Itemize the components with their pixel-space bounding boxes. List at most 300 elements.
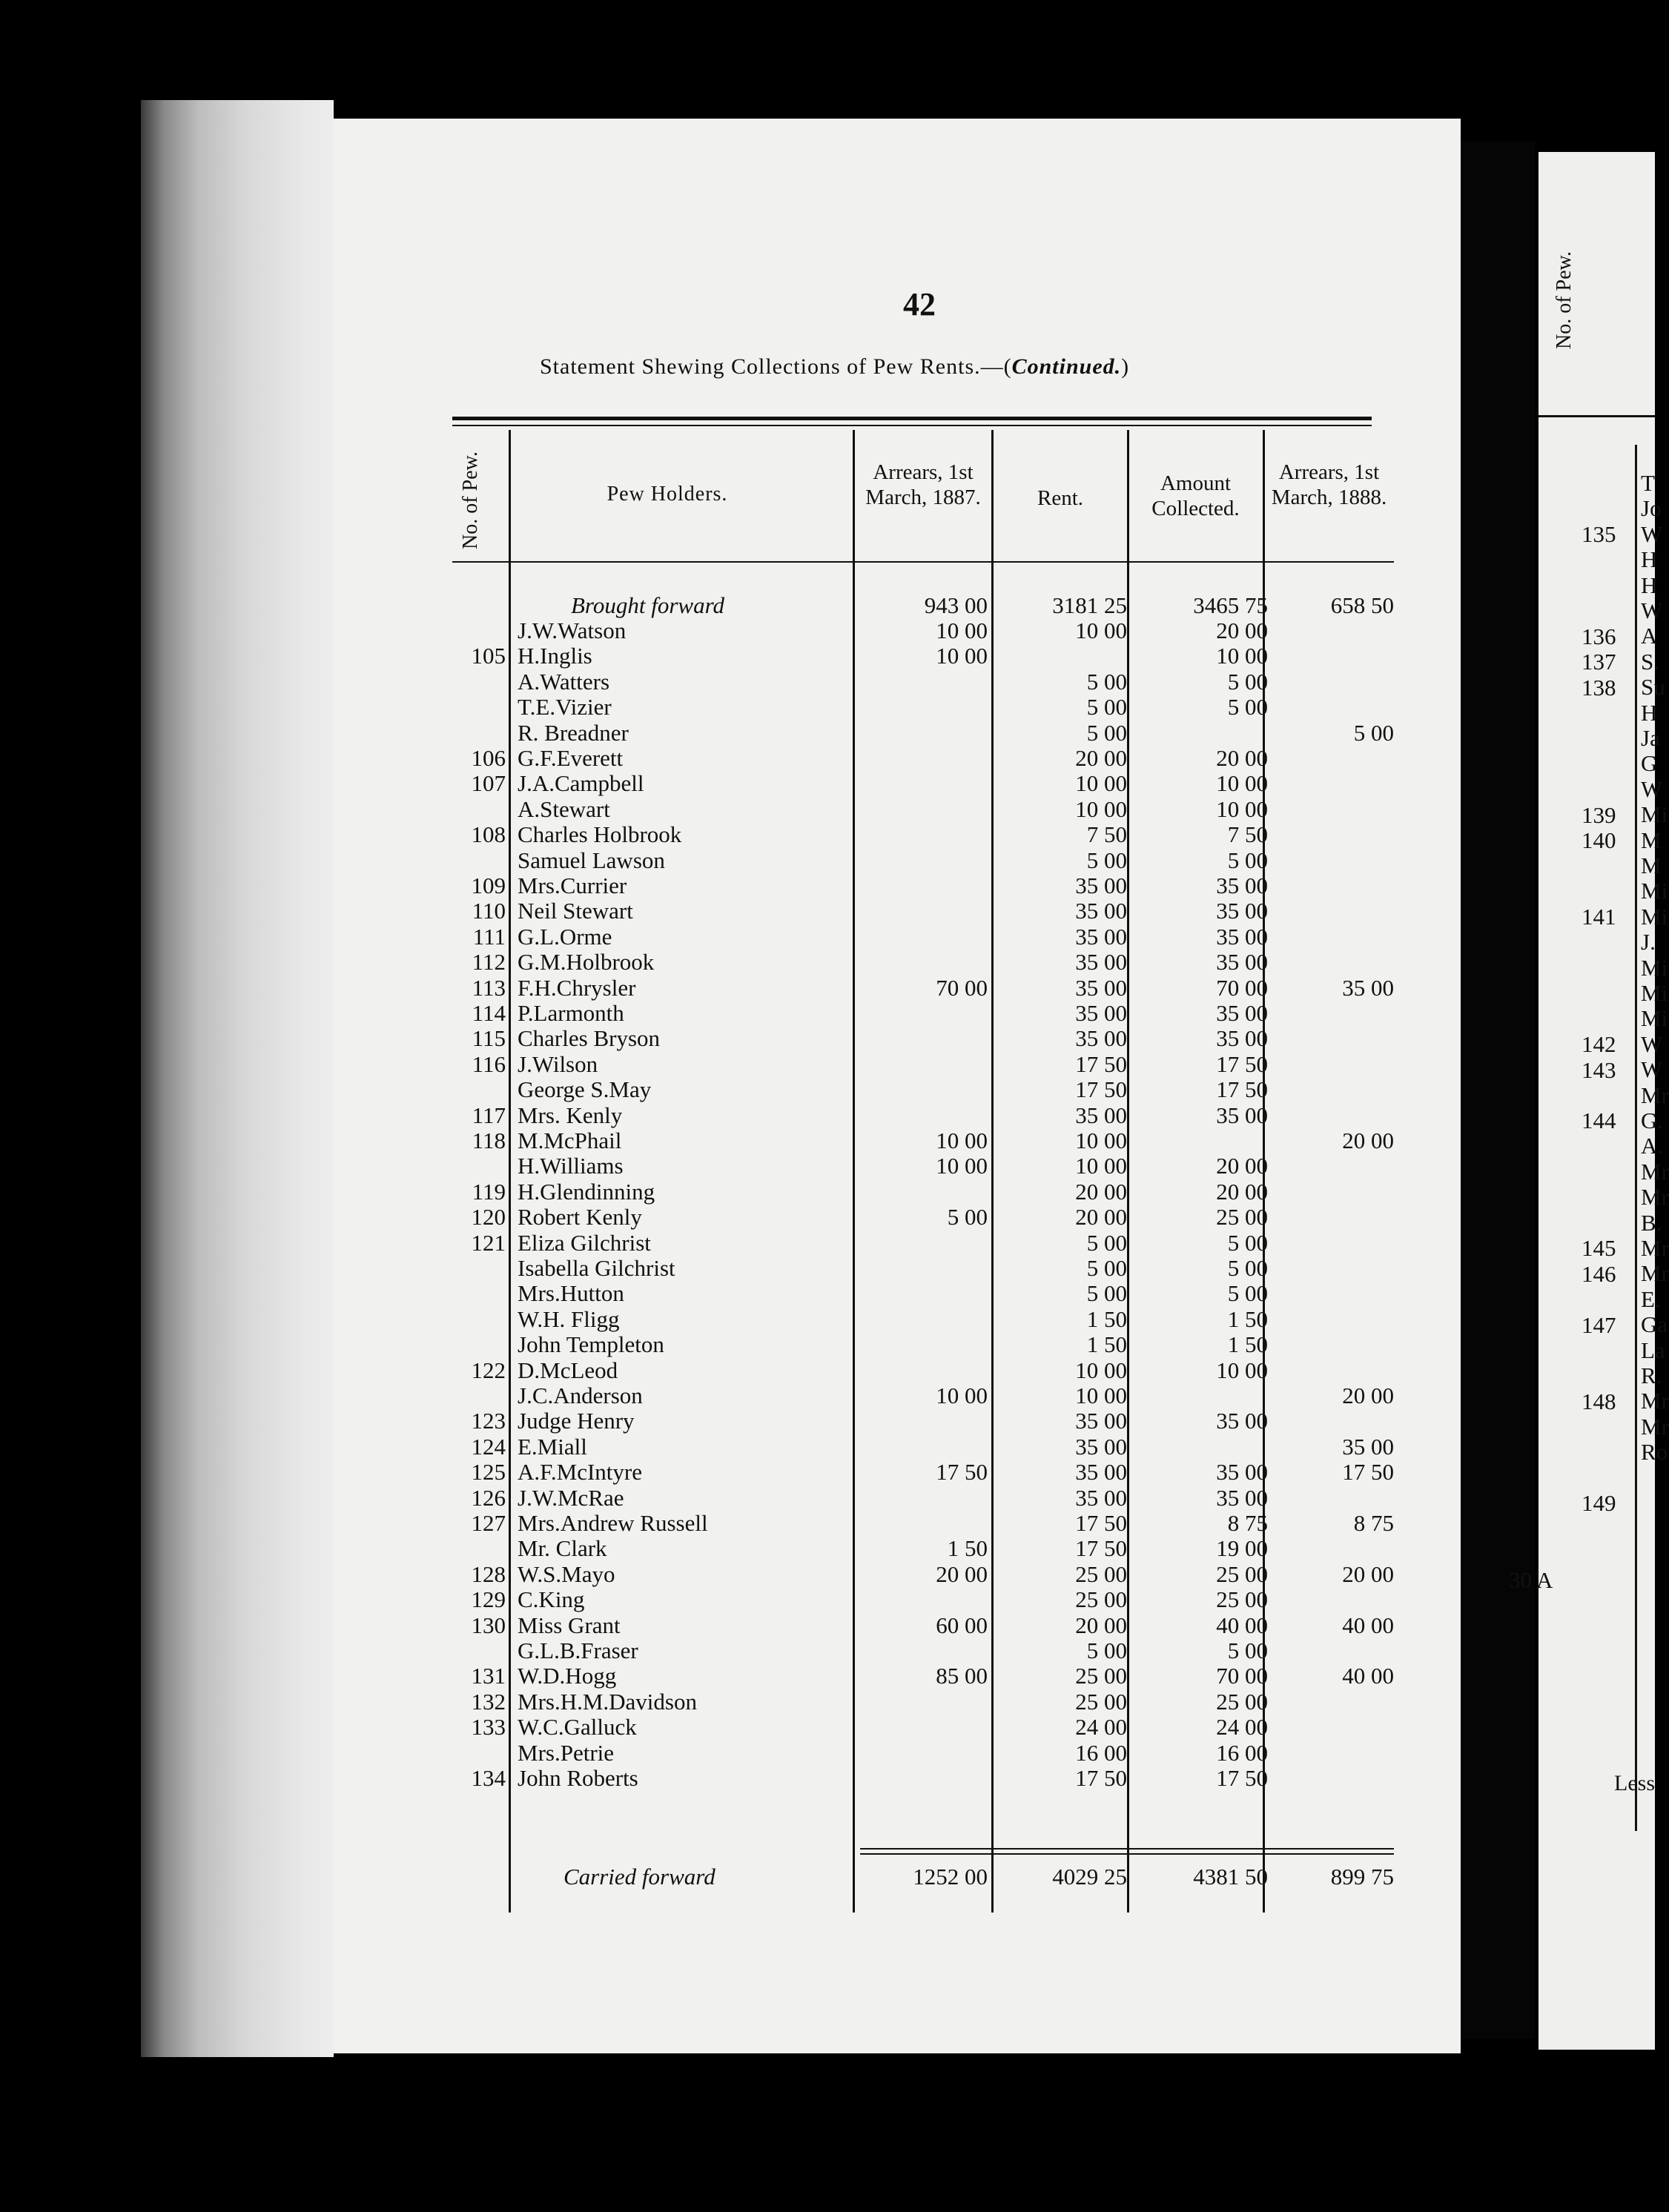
next-page-pew-number: 142 (1582, 1031, 1616, 1057)
table-row (452, 1281, 1394, 1306)
table-row (452, 1486, 1394, 1511)
arrears-1887: 1 50 (947, 1535, 988, 1561)
rent: 35 00 (1075, 1025, 1127, 1051)
table-row (452, 1460, 1394, 1485)
table-row (452, 1332, 1394, 1357)
next-page-name-fragment: Mi (1641, 904, 1668, 930)
rent: 5 00 (1086, 1280, 1127, 1306)
pew-holder: John Templeton (518, 1331, 664, 1357)
table-row (452, 1663, 1394, 1689)
rent: 5 00 (1086, 1255, 1127, 1281)
book-gutter (1461, 141, 1535, 2039)
table-row (452, 1231, 1394, 1256)
next-page-header-rule (1539, 415, 1655, 417)
table-row (452, 976, 1394, 1001)
rent: 17 50 (1075, 1765, 1127, 1791)
pew-number: 125 (471, 1459, 506, 1485)
rent: 17 50 (1075, 1535, 1127, 1561)
rent: 24 00 (1075, 1714, 1127, 1740)
pew-holder: W.H. Fligg (518, 1306, 620, 1332)
next-page-name-fragment: Mr (1641, 1414, 1669, 1440)
amount-collected: 20 00 (1216, 617, 1268, 643)
amount-collected: 17 50 (1216, 1076, 1268, 1102)
pew-number: 118 (472, 1127, 506, 1153)
next-page-name-fragment: W (1641, 597, 1663, 623)
rent: 1 50 (1086, 1306, 1127, 1332)
amount-collected: 35 00 (1216, 898, 1268, 924)
pew-holder: A.Watters (518, 669, 610, 695)
next-page-pew-number: 144 (1582, 1107, 1616, 1133)
pew-holder: G.M.Holbrook (518, 949, 655, 975)
amount-collected: 8 75 (1227, 1510, 1268, 1536)
pew-holder: Robert Kenly (518, 1204, 642, 1230)
pew-number: 116 (472, 1051, 506, 1077)
table-row (452, 1741, 1394, 1766)
carried-forward-rent: 4029 25 (1052, 1864, 1127, 1890)
pew-holder: G.L.B.Fraser (518, 1638, 638, 1663)
next-page-name-fragment: Mi (1641, 801, 1668, 827)
table-row (452, 1434, 1394, 1460)
table-row (452, 1383, 1394, 1408)
next-page-pew-number: 30 A (1509, 1567, 1553, 1593)
pew-holder: J.W.McRae (518, 1485, 624, 1511)
table-row (452, 848, 1394, 873)
amount-collected: 35 00 (1216, 1459, 1268, 1485)
header-amount-collected: Amount Collected. (1151, 471, 1240, 520)
rent: 35 00 (1075, 1000, 1127, 1026)
next-page-pew-number: 147 (1582, 1312, 1616, 1338)
rent: 20 00 (1075, 1179, 1127, 1205)
table-row (452, 1358, 1394, 1383)
next-page-fragment (1509, 152, 1669, 2050)
pew-holder: R. Breadner (518, 720, 629, 746)
table-row (452, 771, 1394, 796)
pew-number: 106 (471, 745, 506, 771)
table-row (452, 822, 1394, 847)
amount-collected: 10 00 (1216, 1357, 1268, 1383)
pew-holder: Mrs.Currier (518, 872, 627, 898)
rent: 35 00 (1075, 1459, 1127, 1485)
next-page-name-fragment: Jo (1641, 495, 1662, 521)
next-page-divider (1635, 445, 1637, 1831)
next-page-name-fragment: B. (1641, 1210, 1662, 1236)
table-row (452, 1103, 1394, 1128)
rent: 10 00 (1075, 770, 1127, 796)
pew-holder: Judge Henry (518, 1408, 635, 1434)
pew-holder: F.H.Chrysler (518, 975, 636, 1001)
next-page-name-fragment: Mi (1641, 1005, 1668, 1031)
rent: 5 00 (1086, 1638, 1127, 1663)
rent: 5 00 (1086, 669, 1127, 695)
amount-collected: 10 00 (1216, 770, 1268, 796)
pew-number: 132 (471, 1689, 506, 1715)
table-row (452, 1408, 1394, 1434)
table-row (452, 1179, 1394, 1205)
next-page-name-fragment: Mr (1641, 1082, 1669, 1108)
arrears-1888: 20 00 (1342, 1561, 1394, 1587)
pew-number: 122 (471, 1357, 506, 1383)
rent: 35 00 (1075, 949, 1127, 975)
table-row (452, 1536, 1394, 1561)
pew-holder: Miss Grant (518, 1612, 621, 1638)
next-page-name-fragment: Mi (1641, 980, 1668, 1006)
pew-number: 128 (471, 1561, 506, 1587)
table-row (452, 1587, 1394, 1612)
amount-collected: 5 00 (1227, 694, 1268, 720)
rent: 25 00 (1075, 1689, 1127, 1715)
next-page-name-fragment: H (1641, 572, 1658, 598)
pew-holder: Neil Stewart (518, 898, 633, 924)
table-row (452, 950, 1394, 975)
arrears-1887: 10 00 (936, 1382, 988, 1408)
amount-collected: 5 00 (1227, 847, 1268, 873)
pew-number: 120 (471, 1204, 506, 1230)
rent: 16 00 (1075, 1740, 1127, 1766)
rent: 10 00 (1075, 796, 1127, 822)
table-row (452, 695, 1394, 720)
table-row (452, 1205, 1394, 1230)
pew-holder: W.D.Hogg (518, 1663, 617, 1689)
arrears-1887: 10 00 (936, 1153, 988, 1179)
next-page-pew-number: 138 (1582, 675, 1616, 701)
next-page-pew-number: 139 (1582, 802, 1616, 828)
next-page-name-fragment: M (1641, 852, 1662, 878)
arrears-1887: 85 00 (936, 1663, 988, 1689)
header-top-rule (452, 417, 1372, 420)
pew-holder: D.McLeod (518, 1357, 618, 1383)
pew-number: 133 (471, 1714, 506, 1740)
next-page-name-fragment: G (1641, 750, 1658, 776)
next-page-name-fragment: W (1641, 1031, 1663, 1057)
amount-collected: 25 00 (1216, 1561, 1268, 1587)
pew-holder: J.Wilson (518, 1051, 598, 1077)
next-page-name-fragment: H (1641, 546, 1658, 572)
amount-collected: 20 00 (1216, 1153, 1268, 1179)
amount-collected: 20 00 (1216, 1179, 1268, 1205)
next-page-pew-number: 141 (1582, 904, 1616, 930)
pew-number: 113 (472, 975, 506, 1001)
pew-number: 119 (472, 1179, 506, 1205)
rent: 1 50 (1086, 1331, 1127, 1357)
arrears-1888: 20 00 (1342, 1382, 1394, 1408)
pew-holder: George S.May (518, 1076, 652, 1102)
next-page-name-fragment: Mr (1641, 1184, 1669, 1210)
table-row (452, 1153, 1394, 1179)
pew-holder: Eliza Gilchrist (518, 1230, 651, 1256)
next-page-name-fragment: Mi (1641, 878, 1668, 904)
brought-forward-row (452, 593, 1394, 618)
rent: 35 00 (1075, 1102, 1127, 1128)
pew-holder: A.F.McIntyre (518, 1459, 642, 1485)
next-page-name-fragment: M (1641, 827, 1662, 853)
table-row (452, 924, 1394, 950)
amount-collected: 24 00 (1216, 1714, 1268, 1740)
header-arrears-1887: Arrears, 1st March, 1887. (865, 460, 981, 509)
carried-forward-label: Carried forward (564, 1864, 715, 1890)
amount-collected: 10 00 (1216, 796, 1268, 822)
arrears-1888: 5 00 (1353, 720, 1394, 746)
pew-holder: M.McPhail (518, 1127, 622, 1153)
pew-holder: Mrs. Kenly (518, 1102, 623, 1128)
pew-number: 129 (471, 1586, 506, 1612)
next-page-pew-number: 148 (1582, 1388, 1616, 1414)
rent: 20 00 (1075, 1612, 1127, 1638)
title-continued: Continued. (1011, 354, 1122, 379)
pew-holder: H.Glendinning (518, 1179, 655, 1205)
arrears-1888: 40 00 (1342, 1612, 1394, 1638)
arrears-1887: 10 00 (936, 617, 988, 643)
pew-number: 111 (472, 924, 506, 950)
next-page-name-fragment: Su (1641, 674, 1665, 700)
arrears-1888: 40 00 (1342, 1663, 1394, 1689)
rent: 17 50 (1075, 1510, 1127, 1536)
arrears-1888: 20 00 (1342, 1127, 1394, 1153)
next-page-pew-number: 136 (1582, 623, 1616, 649)
pew-holder: A.Stewart (518, 796, 610, 822)
next-page-name-fragment: J. (1641, 929, 1656, 955)
pew-holder: J.A.Campbell (518, 770, 644, 796)
pew-number: 105 (471, 643, 506, 669)
pew-number: 110 (472, 898, 506, 924)
carried-forward-arrears-1888: 899 75 (1330, 1864, 1394, 1890)
pew-number: 126 (471, 1485, 506, 1511)
amount-collected: 35 00 (1216, 1485, 1268, 1511)
rent: 5 00 (1086, 847, 1127, 873)
next-page-name-fragment: E. (1641, 1286, 1661, 1312)
arrears-1887: 10 00 (936, 643, 988, 669)
amount-collected: 5 00 (1227, 669, 1268, 695)
pew-holder: E.Miall (518, 1434, 587, 1460)
amount-collected: 5 00 (1227, 1255, 1268, 1281)
table-row (452, 1001, 1394, 1026)
pew-holder: J.W.Watson (518, 617, 627, 643)
title-close: ) (1121, 354, 1130, 379)
amount-collected: 25 00 (1216, 1586, 1268, 1612)
carried-forward-amount: 4381 50 (1193, 1864, 1268, 1890)
next-page-name-fragment: T (1641, 470, 1655, 496)
brought-forward-amount: 3465 75 (1193, 592, 1268, 618)
header-pew-holders: Pew Holders. (607, 483, 728, 506)
next-page-name-fragment: H (1641, 700, 1658, 726)
next-page-name-fragment: W (1641, 521, 1663, 547)
rent: 5 00 (1086, 720, 1127, 746)
totals-rule (860, 1848, 1394, 1850)
pew-holder: T.E.Vizier (518, 694, 612, 720)
pew-holder: H.Inglis (518, 643, 592, 669)
pew-number: 117 (472, 1102, 506, 1128)
page-number: 42 (903, 286, 936, 322)
header-bottom-rule (452, 561, 1394, 563)
pew-holder: Mr. Clark (518, 1535, 607, 1561)
pew-number: 134 (471, 1765, 506, 1791)
table-row (452, 1689, 1394, 1715)
rent: 20 00 (1075, 1204, 1127, 1230)
next-page-pew-number: 146 (1582, 1261, 1616, 1287)
header-rent: Rent. (1037, 486, 1084, 510)
next-page-name-fragment: G. (1641, 1107, 1664, 1133)
table-row (452, 1077, 1394, 1102)
pew-holder: Mrs.Andrew Russell (518, 1510, 708, 1536)
pew-number: 127 (471, 1510, 506, 1536)
pew-holder: Charles Bryson (518, 1025, 661, 1051)
pew-number: 114 (472, 1000, 506, 1026)
table-row (452, 1638, 1394, 1663)
pew-holder: Mrs.H.M.Davidson (518, 1689, 697, 1715)
brought-forward-arrears-1887: 943 00 (924, 592, 988, 618)
amount-collected: 35 00 (1216, 924, 1268, 950)
title-main: Statement Shewing Collections of Pew Rents.—( (540, 354, 1012, 379)
brought-forward-rent: 3181 25 (1052, 592, 1127, 618)
amount-collected: 35 00 (1216, 949, 1268, 975)
pew-holder: H.Williams (518, 1153, 624, 1179)
pew-number: 112 (472, 949, 506, 975)
amount-collected: 20 00 (1216, 745, 1268, 771)
table-row (452, 873, 1394, 898)
pew-holder: W.S.Mayo (518, 1561, 615, 1587)
next-page-name-fragment: Mi (1641, 955, 1668, 981)
table-row (452, 746, 1394, 771)
amount-collected: 35 00 (1216, 1000, 1268, 1026)
next-page-name-fragment: S. (1641, 649, 1659, 675)
book-page-edge (141, 100, 334, 2057)
amount-collected: 10 00 (1216, 643, 1268, 669)
amount-collected: 7 50 (1227, 821, 1268, 847)
arrears-1887: 17 50 (936, 1459, 988, 1485)
amount-collected: 16 00 (1216, 1740, 1268, 1766)
table-row (452, 643, 1394, 669)
pew-holder: G.L.Orme (518, 924, 612, 950)
arrears-1888: 35 00 (1342, 1434, 1394, 1460)
table-row (452, 1256, 1394, 1281)
pew-number: 108 (471, 821, 506, 847)
pew-holder: Mrs.Petrie (518, 1740, 615, 1766)
table-row (452, 1026, 1394, 1051)
table-row (452, 669, 1394, 695)
next-page-footer: Less (1614, 1771, 1655, 1795)
table-row (452, 721, 1394, 746)
pew-holder: W.C.Galluck (518, 1714, 637, 1740)
pew-number: 109 (471, 872, 506, 898)
rent: 10 00 (1075, 1153, 1127, 1179)
carried-forward-arrears-1887: 1252 00 (913, 1864, 988, 1890)
rent: 35 00 (1075, 924, 1127, 950)
amount-collected: 1 50 (1227, 1306, 1268, 1332)
arrears-1887: 60 00 (936, 1612, 988, 1638)
table-row (452, 1128, 1394, 1153)
rent: 35 00 (1075, 872, 1127, 898)
rent: 5 00 (1086, 1230, 1127, 1256)
next-page-pew-number: 137 (1582, 649, 1616, 675)
arrears-1888: 8 75 (1353, 1510, 1394, 1536)
amount-collected: 1 50 (1227, 1331, 1268, 1357)
rent: 10 00 (1075, 617, 1127, 643)
next-page-name-fragment: A. (1641, 1133, 1664, 1159)
pew-number: 115 (472, 1025, 506, 1051)
amount-collected: 35 00 (1216, 1408, 1268, 1434)
brought-forward-label: Brought forward (571, 592, 724, 618)
pew-holder: Isabella Gilchrist (518, 1255, 675, 1281)
brought-forward-arrears-1888: 658 50 (1330, 592, 1394, 618)
amount-collected: 5 00 (1227, 1280, 1268, 1306)
next-page-name-fragment: A (1641, 623, 1658, 649)
next-page-pew-number: 135 (1582, 521, 1616, 547)
rent: 35 00 (1075, 1408, 1127, 1434)
rent: 17 50 (1075, 1076, 1127, 1102)
rent: 10 00 (1075, 1127, 1127, 1153)
next-page-name-fragment: Ja (1641, 725, 1660, 751)
table-row (452, 1766, 1394, 1791)
arrears-1888: 35 00 (1342, 975, 1394, 1001)
table-row (452, 1052, 1394, 1077)
next-page-name-fragment: W (1641, 776, 1663, 802)
table-row (452, 1307, 1394, 1332)
amount-collected: 25 00 (1216, 1689, 1268, 1715)
header-pew: No. of Pew. (459, 451, 482, 549)
table-row (452, 1511, 1394, 1536)
pew-holder: Charles Holbrook (518, 821, 682, 847)
next-page-pew-number: 143 (1582, 1057, 1616, 1083)
arrears-1887: 10 00 (936, 1127, 988, 1153)
pew-holder: Samuel Lawson (518, 847, 665, 873)
pew-number: 130 (471, 1612, 506, 1638)
table-row (452, 1715, 1394, 1740)
table-row (452, 898, 1394, 924)
amount-collected: 25 00 (1216, 1204, 1268, 1230)
amount-collected: 17 50 (1216, 1765, 1268, 1791)
rent: 25 00 (1075, 1586, 1127, 1612)
rent: 5 00 (1086, 694, 1127, 720)
pew-number: 124 (471, 1434, 506, 1460)
pew-holder: G.F.Everett (518, 745, 624, 771)
rent: 17 50 (1075, 1051, 1127, 1077)
header-top-rule-thin (452, 425, 1372, 426)
next-page-name-fragment: La (1641, 1337, 1665, 1363)
amount-collected: 5 00 (1227, 1638, 1268, 1663)
amount-collected: 5 00 (1227, 1230, 1268, 1256)
arrears-1887: 70 00 (936, 975, 988, 1001)
next-page-name-fragment: Mr (1641, 1159, 1669, 1185)
next-page-name-fragment: Ga (1641, 1311, 1668, 1337)
arrears-1888: 17 50 (1342, 1459, 1394, 1485)
arrears-1887: 20 00 (936, 1561, 988, 1587)
pew-number: 123 (471, 1408, 506, 1434)
amount-collected: 35 00 (1216, 872, 1268, 898)
pew-holder: C.King (518, 1586, 585, 1612)
amount-collected: 70 00 (1216, 1663, 1268, 1689)
header-arrears-1888: Arrears, 1st March, 1888. (1271, 460, 1387, 509)
rent: 35 00 (1075, 975, 1127, 1001)
pew-number: 107 (471, 770, 506, 796)
amount-collected: 70 00 (1216, 975, 1268, 1001)
table-row (452, 1562, 1394, 1587)
totals-rule-2 (860, 1853, 1394, 1855)
next-page-name-fragment: Mr (1641, 1388, 1669, 1414)
pew-holder: John Roberts (518, 1765, 638, 1791)
amount-collected: 19 00 (1216, 1535, 1268, 1561)
pew-number: 131 (471, 1663, 506, 1689)
next-page-pew-number: 140 (1582, 827, 1616, 853)
next-page-pew-number: 145 (1582, 1235, 1616, 1261)
next-page-name-fragment: Mr (1641, 1260, 1669, 1286)
carried-forward-row (452, 1864, 1394, 1890)
table-row (452, 1613, 1394, 1638)
next-page-pew-number: 149 (1582, 1490, 1616, 1516)
next-page-name-fragment: R. (1641, 1362, 1662, 1388)
rent: 35 00 (1075, 1485, 1127, 1511)
amount-collected: 17 50 (1216, 1051, 1268, 1077)
amount-collected: 40 00 (1216, 1612, 1268, 1638)
next-page-pew-header: No. of Pew. (1553, 251, 1576, 349)
